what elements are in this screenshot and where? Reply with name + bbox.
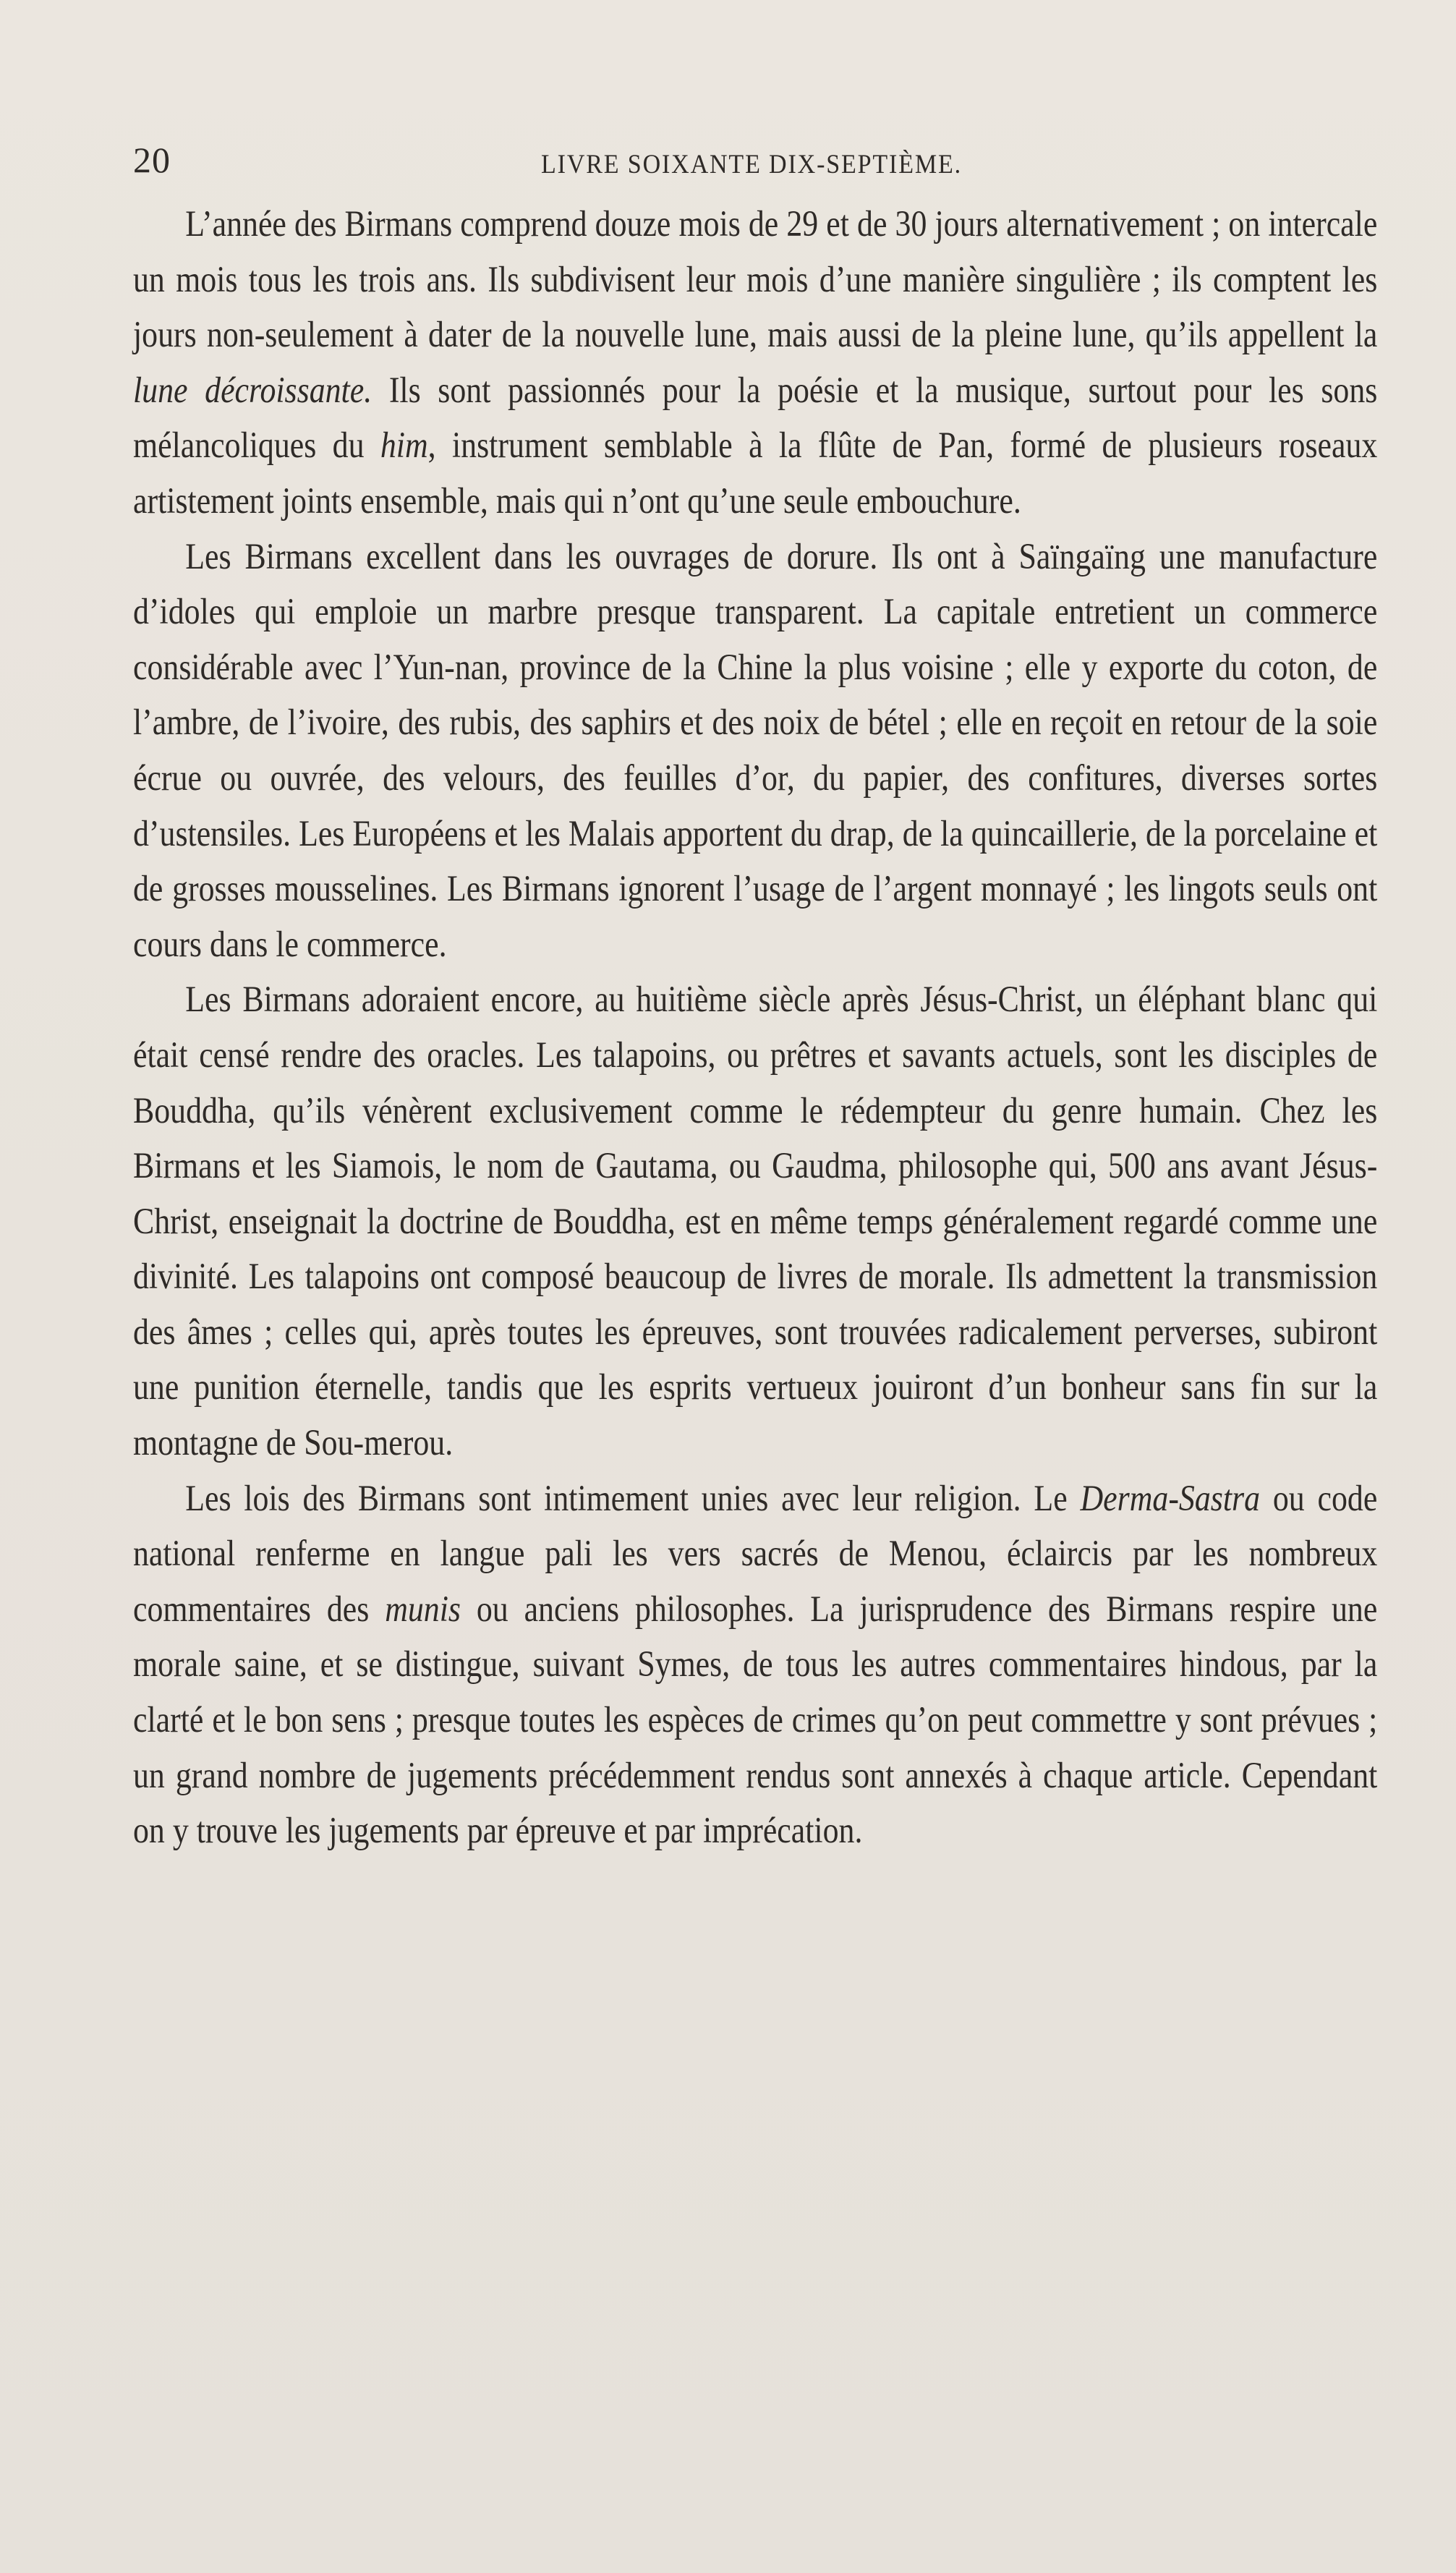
text-run: ou code national renferme en langue pali les vers sacrés de Menou, éclaircis par les nombreux commentaires des xyxy=(133,1478,1378,1630)
text-run: L’année des Birmans comprend douze mois de 29 et de 30 jours alternativement ; on intercale un mois tous les trois ans. Ils subdivisent leur mois d’une manière singulière ; ils comptent les jours non-seulement à dater de la nouvelle lune, mais aussi de la pleine lune, qu’ils appellent la xyxy=(133,204,1378,356)
paragraph-religion: Les Birmans adoraient encore, au huitième siècle après Jésus-Christ, un éléphant blanc qui était censé rendre des oracles. Les talapoins, ou prêtres et savants actuels, sont les disciples de Bouddha, qu’ils vénèrent exclusivement comme le rédempteur du genre humain. Chez les Birmans et les Siamois, le nom de Gautama, ou Gaudma, philosophe qui, 500 ans avant Jésus-Christ, enseignait la doctrine de Bouddha, est en même temps généralement regardé comme une divinité. Les talapoins ont composé beaucoup de livres de morale. Ils admettent la transmission des âmes ; celles qui, après toutes les épreuves, sont trouvées radicalement perverses, subiront une punition éternelle, tandis que les esprits vertueux jouiront d’un bonheur sans fin sur la montagne de Sou-merou. xyxy=(133,979,1378,1464)
running-title: LIVRE SOIXANTE DIX-SEPTIÈME. xyxy=(541,150,962,179)
text-run: ou anciens philosophes. La jurisprudence des Birmans respire une morale saine, et se distingue, suivant Symes, de tous les autres commentaires hindous, par la clarté et le bon sens ; presque toutes les espèces de crimes qu’on peut commettre y sont prévues ; un grand nombre de jugements précédemment rendus sont annexés à chaque article. Cependant on y trouve les jugements par épreuve et par imprécation. xyxy=(133,1589,1378,1852)
paragraph-calendar-music xyxy=(133,197,1377,530)
text-run: , instrument semblable à la flûte de Pan, formé de plusieurs roseaux artistement joints ensemble, mais qui n’ont qu’une seule embouchure. xyxy=(133,425,1378,522)
text-run: Les lois des Birmans sont intimement unies avec leur religion. Le xyxy=(185,1478,1081,1519)
body-text xyxy=(133,197,1377,1859)
italic-term: lune décroissante. xyxy=(133,370,372,411)
italic-term: munis xyxy=(385,1589,461,1630)
page-header xyxy=(133,139,1370,190)
italic-term: him xyxy=(380,425,428,467)
page-number: 20 xyxy=(133,140,171,180)
paragraph-commerce: Les Birmans excellent dans les ouvrages de dorure. Ils ont à Saïngaïng une manufacture d’idoles qui emploie un marbre presque transparent. La capitale entretient un commerce considérable avec l’Yun-nan, province de la Chine la plus voisine ; elle y exporte du coton, de l’ambre, de l’ivoire, des rubis, des saphirs et des noix de bétel ; elle en reçoit en retour de la soie écrue ou ouvrée, des velours, des feuilles d’or, du papier, des confitures, diverses sortes d’ustensiles. Les Européens et les Malais apportent du drap, de la quincaillerie, de la porcelaine et de grosses mousselines. Les Birmans ignorent l’usage de l’argent monnayé ; les lingots seuls ont cours dans le commerce. xyxy=(133,536,1378,965)
italic-term: Derma-Sastra xyxy=(1080,1478,1261,1519)
paragraph-laws xyxy=(133,1471,1377,1859)
text-run: Ils sont passionnés pour la poésie et la musique, surtout pour les sons mélancoliques du xyxy=(133,370,1378,467)
